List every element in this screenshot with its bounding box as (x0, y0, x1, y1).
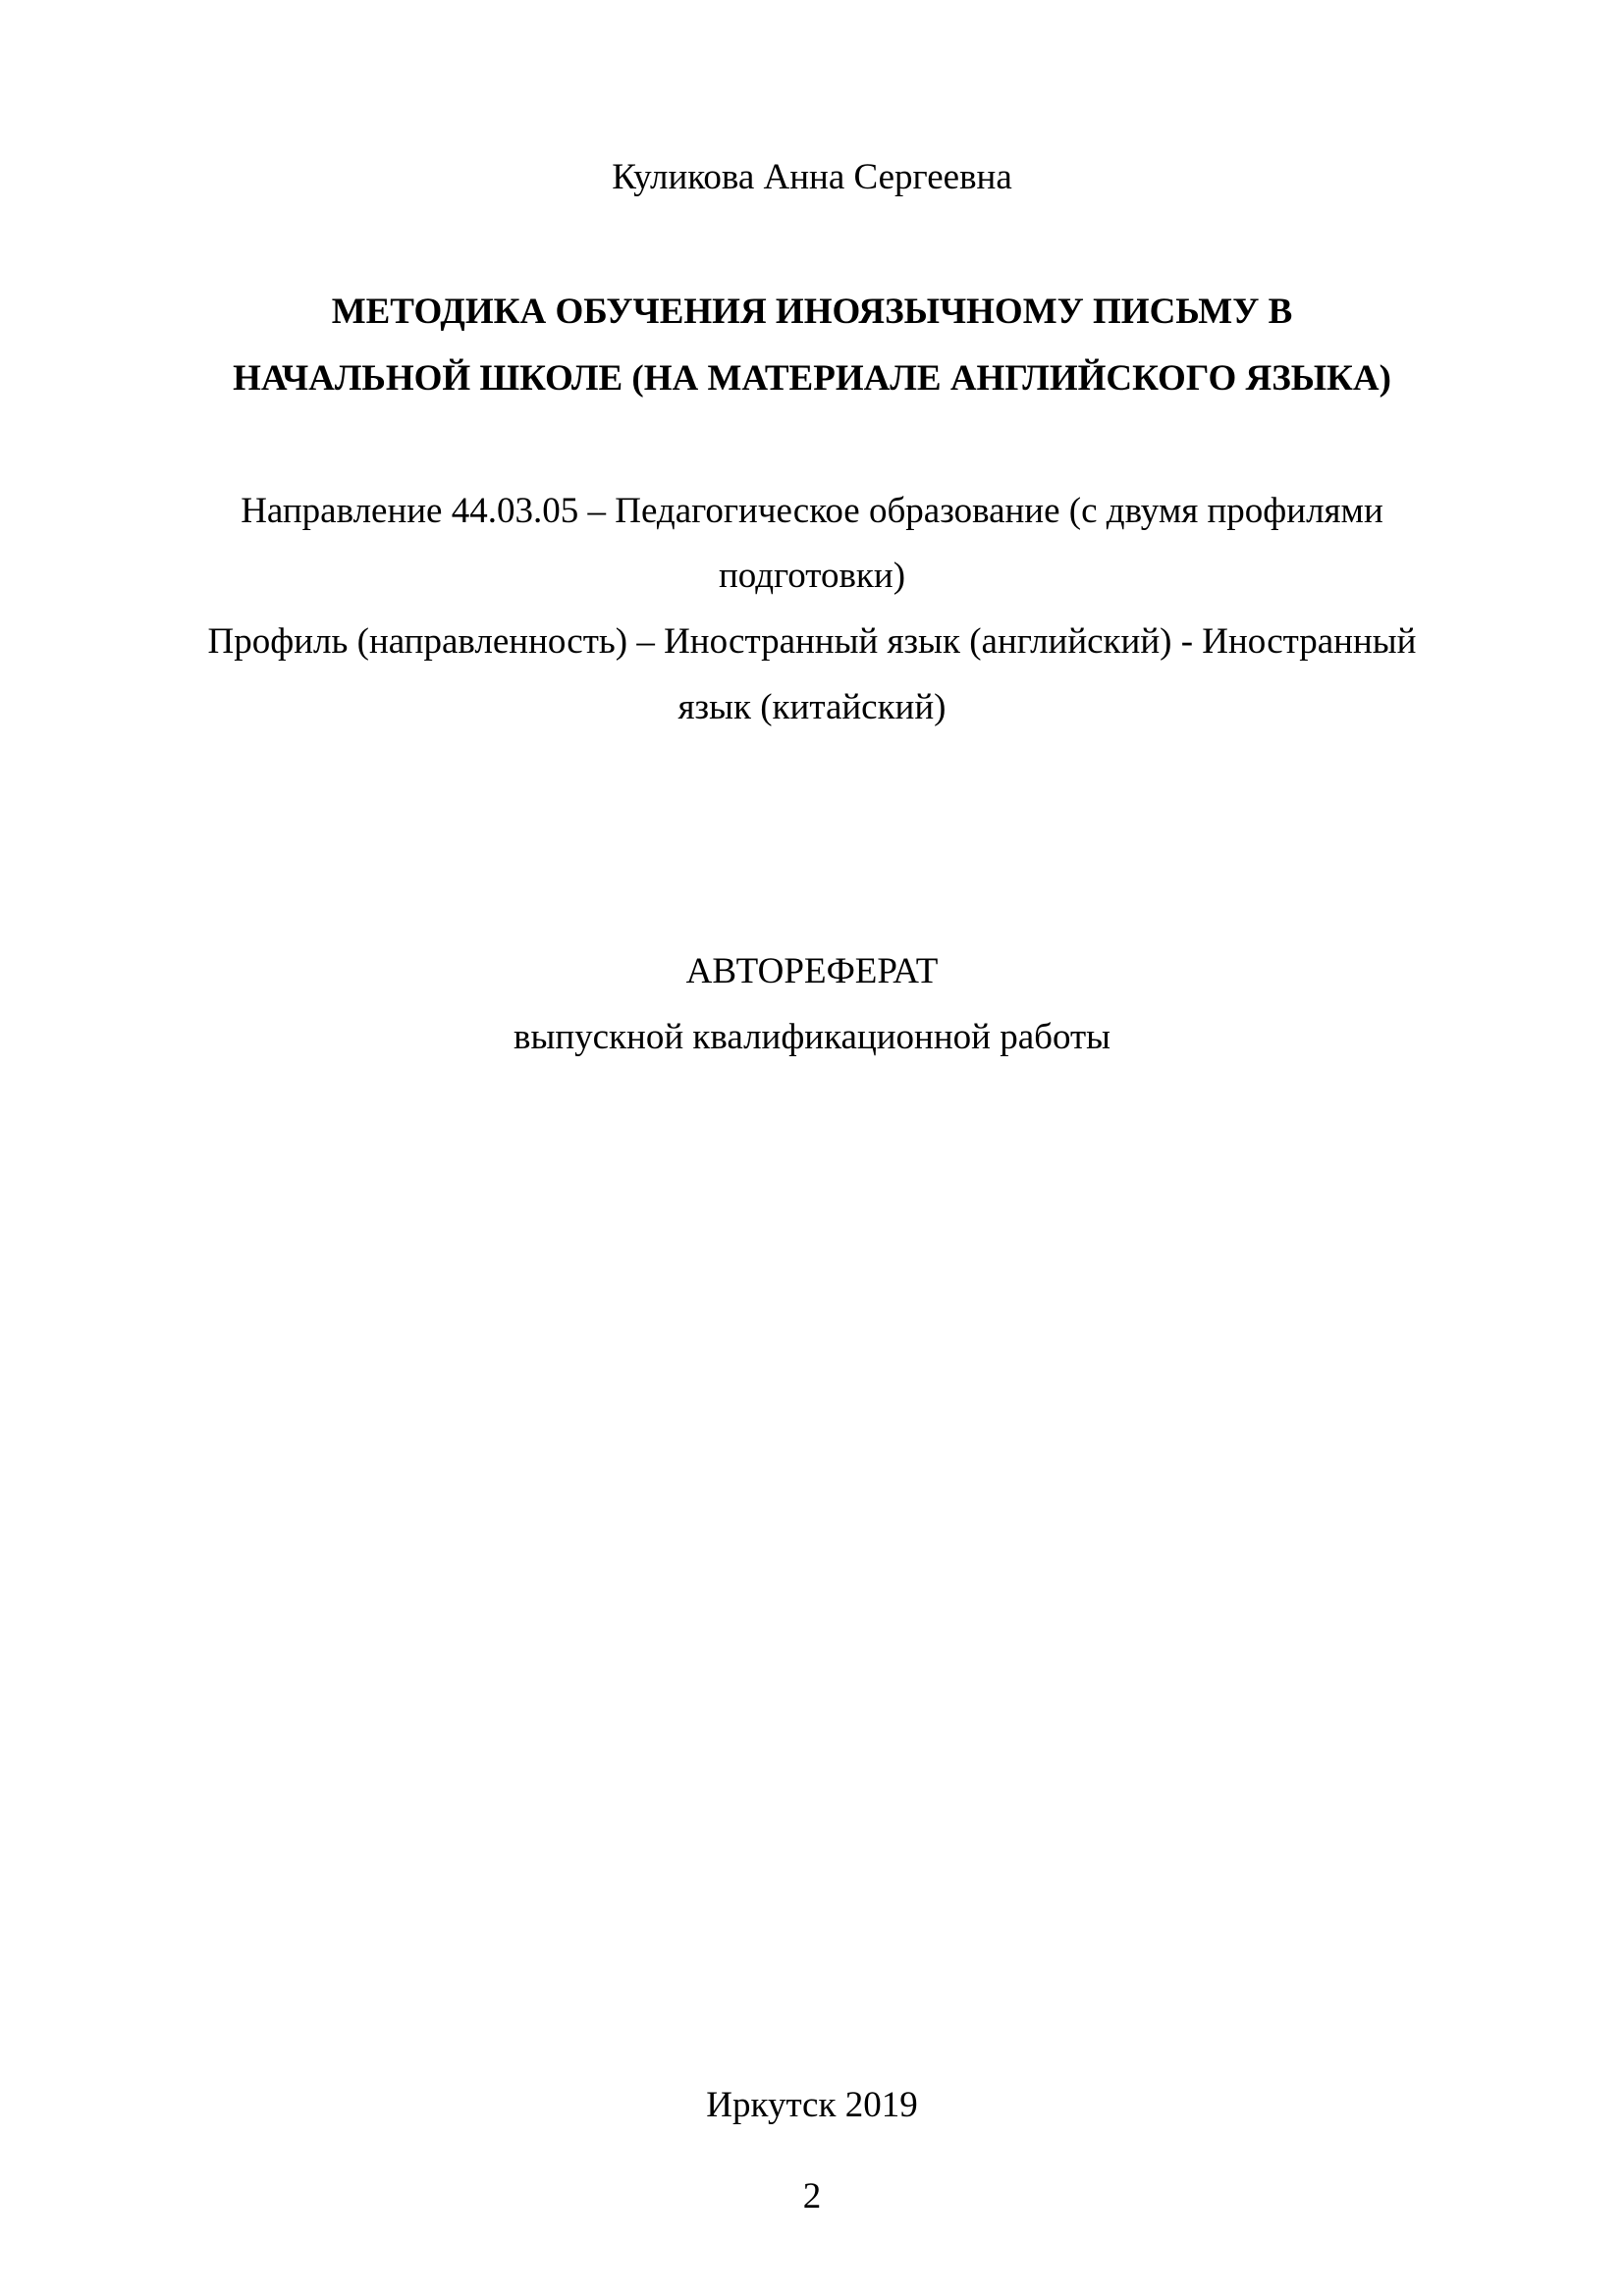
direction-line-2: подготовки) (718, 556, 906, 596)
direction-line-1: Направление 44.03.05 – Педагогическое образование (с двумя профилями (241, 491, 1383, 531)
city-year: Иркутск 2019 (706, 2085, 918, 2125)
page-number: 2 (802, 2176, 822, 2216)
profile-line-1: Профиль (направленность) – Иностранный язык (английский) - Иностранный (207, 621, 1417, 662)
document-type-title: АВТОРЕФЕРАТ (685, 951, 939, 991)
author-name: Куликова Анна Сергеевна (612, 157, 1012, 197)
profile-line-2: язык (китайский) (677, 687, 947, 727)
thesis-title-line-2: НАЧАЛЬНОЙ ШКОЛЕ (НА МАТЕРИАЛЕ АНГЛИЙСКОГО ЯЗЫКА) (233, 358, 1391, 399)
document-type-subtitle: выпускной квалификационной работы (513, 1017, 1110, 1057)
thesis-title-line-1: МЕТОДИКА ОБУЧЕНИЯ ИНОЯЗЫЧНОМУ ПИСЬМУ В (331, 292, 1293, 332)
